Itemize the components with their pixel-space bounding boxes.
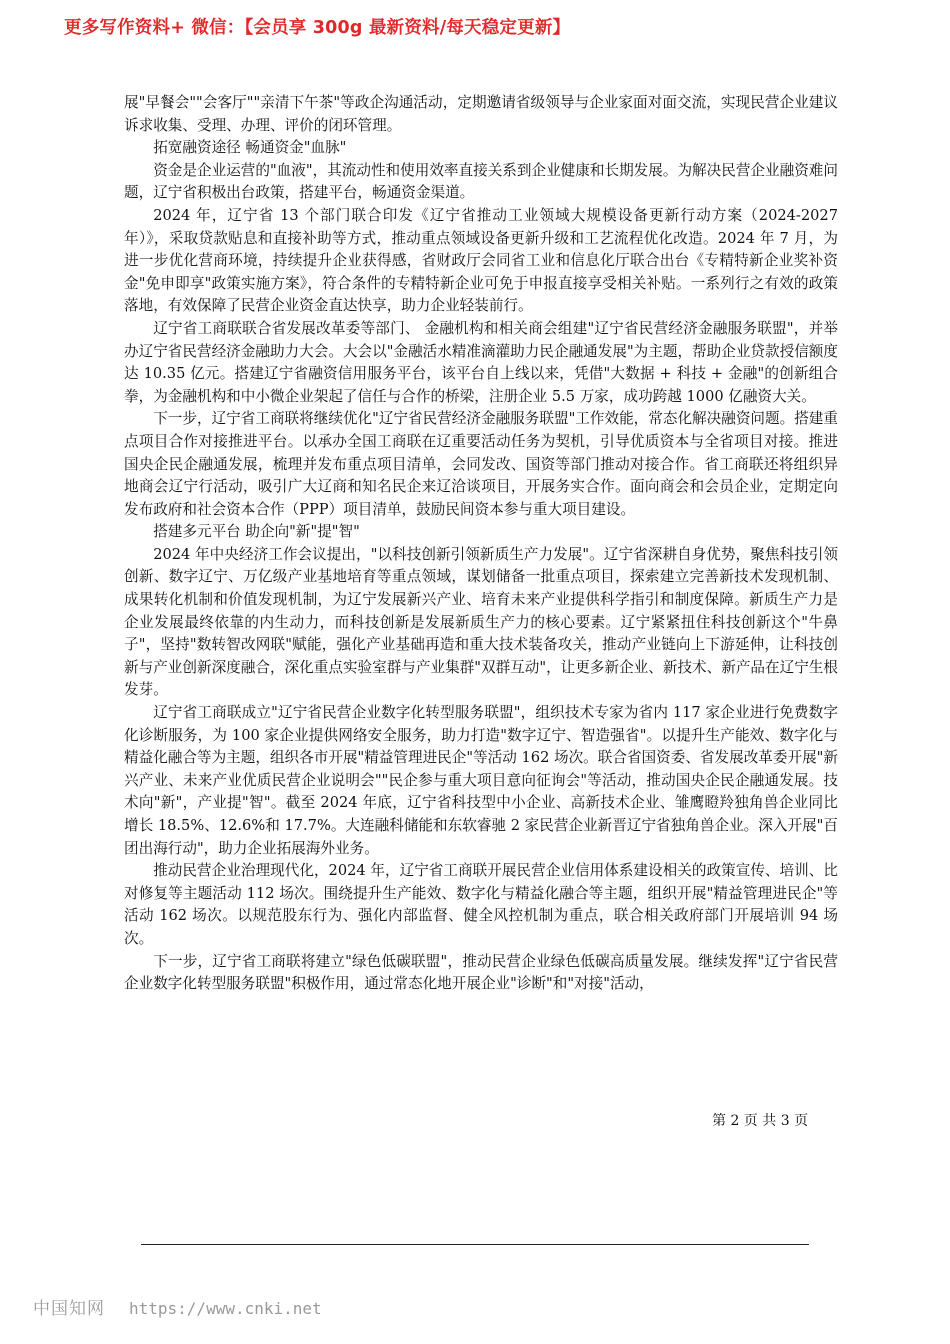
document-body [124, 92, 838, 996]
page-number: 第 2 页 共 3 页 [712, 1113, 809, 1129]
body-paragraph: 资金是企业运营的"血液"，其流动性和使用效率直接关系到企业健康和长期发展。为解决民营企业融资难问题，辽宁省积极出台政策，搭建平台，畅通资金渠道。 [124, 161, 838, 202]
cnki-logo-text: 中国知网 [33, 1299, 105, 1319]
body-paragraph: 展"早餐会""会客厅""亲清下午茶"等政企沟通活动，定期邀请省级领导与企业家面对面交流，实现民营企业建议诉求收集、受理、办理、评价的闭环管理。 [124, 94, 838, 134]
body-paragraph: 辽宁省工商联成立"辽宁省民营企业数字化转型服务联盟"，组织技术专家为省内 117 家企业进行免费数字化诊断服务，为 100 家企业提供网络安全服务，助力打造"数字辽宁、智造强省"。以提升生产能效、数字化与精益化融合等为主题，组织各市开展"精益管理进民企"等活动 162 场次。联合省国资委、省发展改革委开展"新兴产业、未来产业优质民营企业说明会""民企参与重大项目意向征询会"等活动，推动国央企民企融通发展。技术向"新"，产业提"智"。截至 2024 年底，辽宁省科技型中小企业、高新技术企业、雏鹰瞪羚独角兽企业同比增长 18.5%、12.6%和 17.7%。大连融科储能和东软睿驰 2 家民营企业新晋辽宁省独角兽企业。深入开展"百团出海行动"，助力企业拓展海外业务。 [124, 704, 838, 857]
body-paragraph: 下一步，辽宁省工商联将建立"绿色低碳联盟"，推动民营企业绿色低碳高质量发展。继续发挥"辽宁省民营企业数字化转型服务联盟"积极作用，通过常态化地开展企业"诊断"和"对接"活动， [124, 952, 838, 993]
section-heading: 拓宽融资途径 畅通资金"血脉" [153, 139, 347, 157]
cnki-url-link[interactable]: https://www.cnki.net [129, 1299, 322, 1318]
section-heading: 搭建多元平台 助企向"新"提"智" [153, 523, 360, 541]
body-paragraph: 2024 年中央经济工作会议提出，"以科技创新引领新质生产力发展"。辽宁省深耕自身优势，聚焦科技引领创新、数字辽宁、万亿级产业基地培育等重点领域，谋划储备一批重点项目，探索建立完善新技术发现机制、成果转化机制和价值发现机制，为辽宁发展新兴产业、培育未来产业提供科学指引和制度保障。新质生产力是企业发展最终依靠的内生动力，而科技创新是发展新质生产力的核心要素。辽宁紧紧扭住科技创新这个"牛鼻子"，坚持"数转智改网联"赋能，强化产业基础再造和重大技术装备攻关，推动产业链向上下游延伸，让科技创新与产业创新深度融合，深化重点实验室群与产业集群"双群互动"，让更多新企业、新技术、新产品在辽宁生根发芽。 [124, 545, 838, 699]
footer-watermark [33, 1294, 322, 1319]
footer-divider [141, 1244, 809, 1245]
body-paragraph: 2024 年，辽宁省 13 个部门联合印发《辽宁省推动工业领域大规模设备更新行动方案（2024-2027 年）》，采取贷款贴息和直接补助等方式，推动重点领域设备更新升级和工艺流程优化改造。2024 年 7 月，为进一步优化营商环境，持续提升企业获得感，省财政厅会同省工业和信息化厅联合出台《专精特新企业奖补资金"免申即享"政策实施方案》，符合条件的专精特新企业可免于申报直接享受相关补贴。一系列行之有效的政策落地，有效保障了民营企业资金直达快享，助力企业轻装前行。 [124, 206, 838, 315]
body-paragraph: 辽宁省工商联联合省发展改革委等部门、 金融机构和相关商会组建"辽宁省民营经济金融服务联盟"，并举办辽宁省民营经济金融助力大会。大会以"金融活水精准滴灌助力民企融通发展"为主题，帮助企业贷款授信额度达 10.35 亿元。搭建辽宁省融资信用服务平台，该平台自上线以来，凭借"大数据 + 科技 + 金融"的创新组合拳，为金融机构和中小微企业架起了信任与合作的桥梁，注册企业 5.5 万家，成功跨越 1000 亿融资大关。 [124, 319, 838, 405]
promo-banner: 更多写作资料+ 微信：【会员享 300g 最新资料/每天稳定更新】 [64, 18, 571, 38]
body-paragraph: 下一步，辽宁省工商联将继续优化"辽宁省民营经济金融服务联盟"工作效能，常态化解决融资问题。搭建重点项目合作对接推进平台。以承办全国工商联在辽重要活动任务为契机，引导优质资本与全省项目对接。推进国央企民企融通发展，梳理并发布重点项目清单，会同发改、国资等部门推动对接合作。省工商联还将组织异地商会辽宁行活动，吸引广大辽商和知名民企来辽洽谈项目，开展务实合作。面向商会和会员企业，定期定向发布政府和社会资本合作（PPP）项目清单，鼓励民间资本参与重大项目建设。 [124, 410, 838, 518]
body-paragraph: 推动民营企业治理现代化，2024 年，辽宁省工商联开展民营企业信用体系建设相关的政策宣传、培训、比对修复等主题活动 112 场次。围绕提升生产能效、数字化与精益化融合等主题，组织开展"精益管理进民企"等活动 162 场次。以规范股东行为、强化内部监督、健全风控机制为重点，联合相关政府部门开展培训 94 场次。 [124, 862, 838, 947]
